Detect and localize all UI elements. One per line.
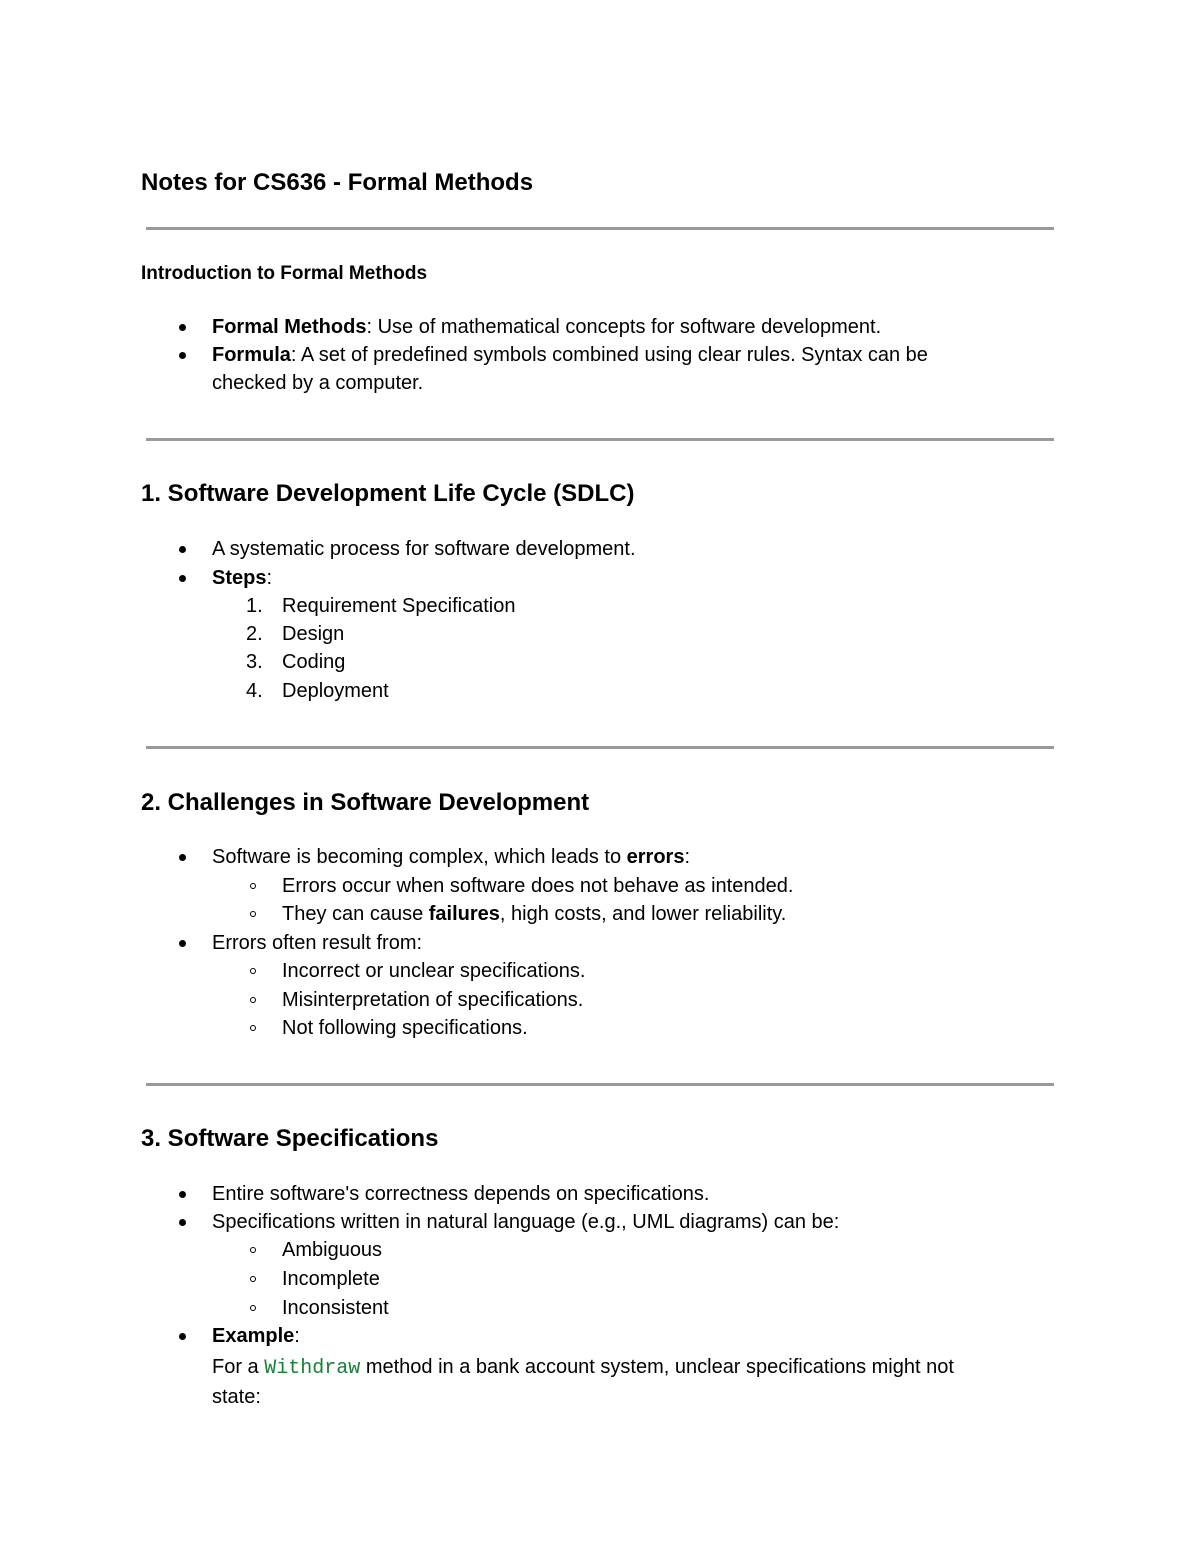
sub-bullet (250, 997, 256, 1003)
term: Steps (212, 567, 267, 589)
term: Example (212, 1325, 295, 1347)
divider (146, 227, 1054, 230)
section-heading-challenges: 2. Challenges in Software Development (141, 789, 590, 816)
bullet (179, 1219, 186, 1226)
sub-bullet (250, 1276, 256, 1282)
sub-list-item: Inconsistent (282, 1297, 389, 1319)
list-item: A systematic process for software development. (212, 538, 636, 560)
list-item-continuation: checked by a computer. (212, 372, 424, 394)
list-item (212, 845, 690, 869)
list-item (212, 343, 928, 367)
definition: : Use of mathematical concepts for software development. (366, 316, 882, 338)
intro-heading: Introduction to Formal Methods (141, 263, 428, 284)
term: failures (428, 903, 500, 925)
inline-code: Withdraw (264, 1357, 361, 1380)
step-item: Deployment (282, 680, 389, 702)
text: They can cause (282, 903, 429, 925)
sub-bullet (250, 1247, 256, 1253)
sub-bullet (250, 1305, 256, 1311)
list-item (212, 315, 881, 339)
sub-bullet (250, 883, 256, 889)
divider (146, 746, 1054, 749)
page-title: Notes for CS636 - Formal Methods (141, 169, 534, 196)
colon: : (684, 846, 691, 868)
text: Software is becoming complex, which leads to (212, 846, 627, 868)
step-item: Design (282, 623, 345, 645)
step-number: 3. (246, 651, 263, 673)
definition: : A set of predefined symbols combined using clear rules. Syntax can be (290, 344, 928, 366)
bullet (179, 324, 186, 331)
list-item (212, 1324, 300, 1348)
term: Formal Methods (212, 316, 367, 338)
example-continuation: state: (212, 1386, 261, 1408)
sub-list-item (282, 902, 786, 926)
section-heading-sdlc: 1. Software Development Life Cycle (SDLC) (141, 480, 635, 507)
text: For a (212, 1356, 265, 1378)
colon: : (266, 567, 273, 589)
step-item: Requirement Specification (282, 595, 516, 617)
bullet (179, 1191, 186, 1198)
sub-bullet (250, 968, 256, 974)
step-number: 2. (246, 623, 263, 645)
bullet (179, 940, 186, 947)
bullet (179, 352, 186, 359)
list-item (212, 566, 272, 590)
section-heading-specifications: 3. Software Specifications (141, 1125, 439, 1152)
step-number: 4. (246, 680, 263, 702)
sub-bullet (250, 911, 256, 917)
divider (146, 438, 1054, 441)
term: Formula (212, 344, 291, 366)
sub-bullet (250, 1025, 256, 1031)
bullet (179, 575, 186, 582)
sub-list-item: Incomplete (282, 1268, 380, 1290)
bullet (179, 546, 186, 553)
sub-list-item: Ambiguous (282, 1239, 383, 1261)
list-item: Entire software's correctness depends on specifications. (212, 1183, 710, 1205)
bullet (179, 854, 186, 861)
list-item: Specifications written in natural language (e.g., UML diagrams) can be: (212, 1211, 840, 1233)
text: , high costs, and lower reliability. (499, 903, 787, 925)
step-item: Coding (282, 651, 346, 673)
text: method in a bank account system, unclear specifications might not (360, 1356, 954, 1378)
sub-list-item: Misinterpretation of specifications. (282, 989, 584, 1011)
term: errors (626, 846, 685, 868)
list-item: Errors often result from: (212, 932, 423, 954)
sub-list-item: Errors occur when software does not behave as intended. (282, 875, 794, 897)
sub-list-item: Not following specifications. (282, 1017, 528, 1039)
colon: : (294, 1325, 300, 1347)
divider (146, 1083, 1054, 1086)
sub-list-item: Incorrect or unclear specifications. (282, 960, 586, 982)
bullet (179, 1333, 186, 1340)
step-number: 1. (246, 595, 263, 617)
example-text (212, 1355, 954, 1381)
